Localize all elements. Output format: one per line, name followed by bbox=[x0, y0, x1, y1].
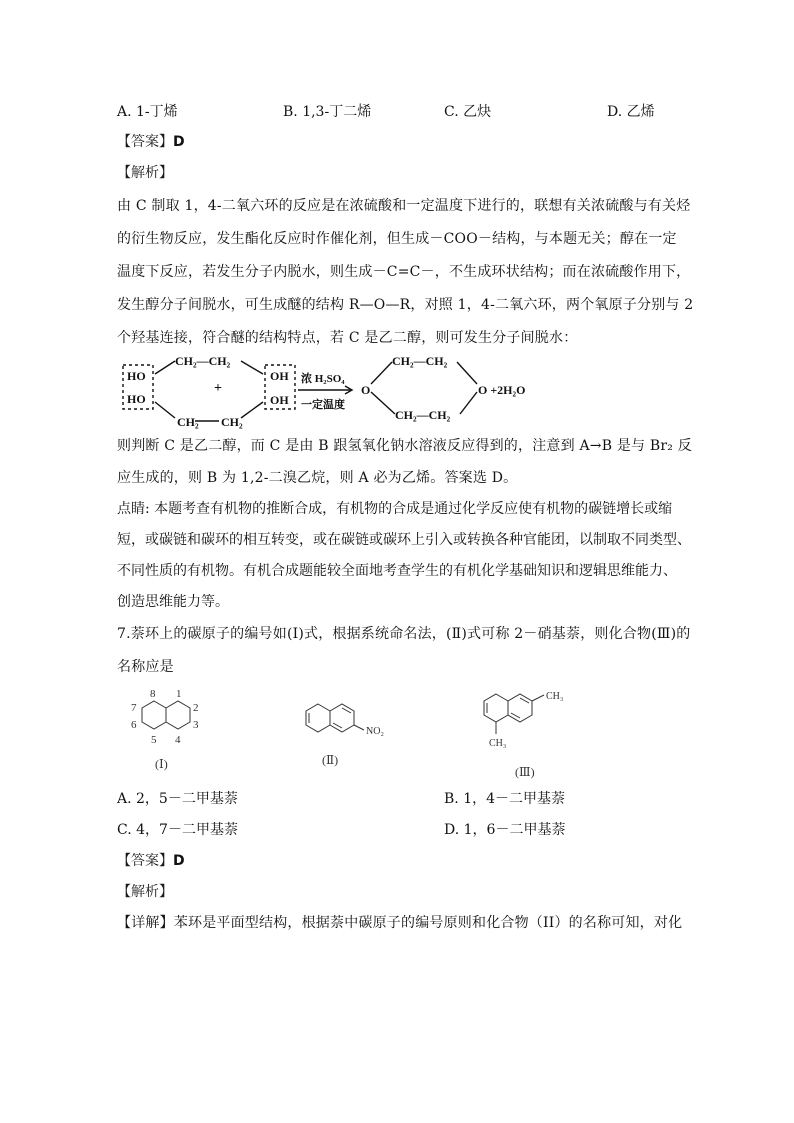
q7-option-a: A. 2，5－二甲基萘 bbox=[117, 791, 238, 807]
product-oxygen-left: O bbox=[361, 383, 371, 397]
comment-line: 不同性质的有机物。有机合成题能较全面地考查学生的有机化学基础知识和逻辑思维能力、 bbox=[117, 563, 677, 579]
reactant-bottom-ch2-b: CH₂ bbox=[221, 415, 243, 429]
comment-line: 点睛: 本题考查有机物的推断合成，有机物的合成是通过化学反应使有机物的碳链增长或缩 bbox=[117, 501, 673, 517]
comment-line: 短，或碳链和碳环的相互转变，或在碳链或碳环上引入或转换各种官能团，以制取不同类型、 bbox=[117, 532, 691, 548]
plus-sign: + bbox=[214, 381, 222, 396]
conclusion-line: 应生成的，则 B 为 1,2-二溴乙烷，则 A 必为乙烯。答案选 D。 bbox=[117, 470, 518, 486]
q7-detail-line bbox=[117, 913, 682, 933]
product-oxygen-right-water: O +2H₂O bbox=[478, 383, 526, 397]
q6-analysis-tag: 【解析】 bbox=[117, 165, 173, 181]
reactant-ho-bottom: HO bbox=[127, 392, 146, 406]
reagent-label: 浓 H₂SO₄ bbox=[301, 373, 345, 385]
conclusion-line: 则判断 C 是乙二醇，而 C 是由 B 跟氢氧化钠水溶液反应得到的，注意到 A→B 是与 Br₂ 反 bbox=[117, 438, 692, 454]
analysis-line: 温度下反应，若发生分子内脱水，则生成－C=C－，不生成环状结构；而在浓硫酸作用下， bbox=[117, 264, 691, 280]
reactant-bottom-ch2: CH₂ bbox=[177, 415, 199, 429]
methyl-group-label-top: CH₃ bbox=[546, 691, 564, 702]
figure-i-label: (Ⅰ) bbox=[155, 757, 168, 771]
position-1: 1 bbox=[176, 688, 182, 700]
q7-option-b: B. 1，4－二甲基萘 bbox=[444, 791, 566, 807]
answer-tag: 【答案】 bbox=[117, 134, 173, 150]
condition-label: 一定温度 bbox=[301, 399, 345, 411]
analysis-line: 由 C 制取 1，4-二氧六环的反应是在浓硫酸和一定温度下进行的，联想有关浓硫酸与有关烃 bbox=[117, 198, 691, 214]
position-4: 4 bbox=[175, 734, 181, 746]
position-5: 5 bbox=[151, 734, 157, 746]
position-2: 2 bbox=[193, 702, 199, 714]
answer-value: D bbox=[173, 134, 185, 150]
q6-option-b: B. 1,3-丁二烯 bbox=[283, 104, 372, 120]
q7-analysis-tag: 【解析】 bbox=[117, 884, 173, 900]
q7-stem-line: 7.萘环上的碳原子的编号如(Ⅰ)式，根据系统命名法，(Ⅱ)式可称 2－硝基萘，则化合物(Ⅲ)的 bbox=[117, 626, 691, 642]
analysis-line: 个羟基连接，符合醚的结构特点，若 C 是乙二醇，则可发生分子间脱水： bbox=[117, 330, 578, 346]
figure-ii-nitronaphthalene bbox=[300, 694, 420, 774]
q6-option-a: A. 1-丁烯 bbox=[117, 104, 178, 120]
figure-iii-dimethylnaphthalene bbox=[478, 680, 608, 780]
position-3: 3 bbox=[193, 719, 199, 731]
comment-line: 创造思维能力等。 bbox=[117, 594, 229, 610]
q7-option-d: D. 1，6－二甲基萘 bbox=[444, 822, 566, 838]
detail-tag: 【详解】 bbox=[117, 915, 174, 931]
methyl-group-label-bottom: CH₃ bbox=[489, 738, 507, 749]
answer-tag: 【答案】 bbox=[117, 853, 173, 869]
figure-iii-label: (Ⅲ) bbox=[515, 765, 535, 779]
reactant-ho-top: HO bbox=[127, 369, 146, 383]
position-7: 7 bbox=[131, 702, 137, 714]
q7-answer bbox=[117, 851, 185, 871]
q7-option-c: C. 4，7－二甲基萘 bbox=[117, 822, 238, 838]
answer-value: D bbox=[173, 853, 185, 869]
product-top-ch2ch2: CH₂—CH₂ bbox=[392, 354, 448, 368]
position-8: 8 bbox=[150, 688, 156, 700]
nitro-group-label: NO₂ bbox=[366, 726, 384, 737]
reaction-scheme bbox=[117, 352, 587, 430]
detail-text: 苯环是平面型结构，根据萘中碳原子的编号原则和化合物（II）的名称可知，对化 bbox=[173, 915, 683, 931]
reactant-top-ch2ch2: CH₂—CH₂ bbox=[175, 354, 231, 368]
reactant-oh-top: OH bbox=[270, 369, 289, 383]
position-6: 6 bbox=[131, 719, 137, 731]
q6-option-d: D. 乙烯 bbox=[607, 104, 655, 120]
q6-answer bbox=[117, 132, 185, 152]
product-bottom-ch2ch2: CH₂—CH₂ bbox=[395, 408, 451, 422]
analysis-line: 的衍生物反应，发生酯化反应时作催化剂，但生成－COO－结构，与本题无关；醇在一定 bbox=[117, 231, 677, 247]
reactant-oh-bottom: OH bbox=[270, 393, 289, 407]
figure-ii-label: (Ⅱ) bbox=[322, 753, 339, 767]
figure-i-naphthalene-numbered bbox=[114, 683, 214, 773]
analysis-line: 发生醇分子间脱水，可生成醚的结构 R—O—R，对照 1，4-二氧六环，两个氧原子分别与 2 bbox=[117, 297, 694, 313]
q7-stem-line: 名称应是 bbox=[117, 659, 174, 675]
q6-option-c: C. 乙炔 bbox=[444, 104, 492, 120]
